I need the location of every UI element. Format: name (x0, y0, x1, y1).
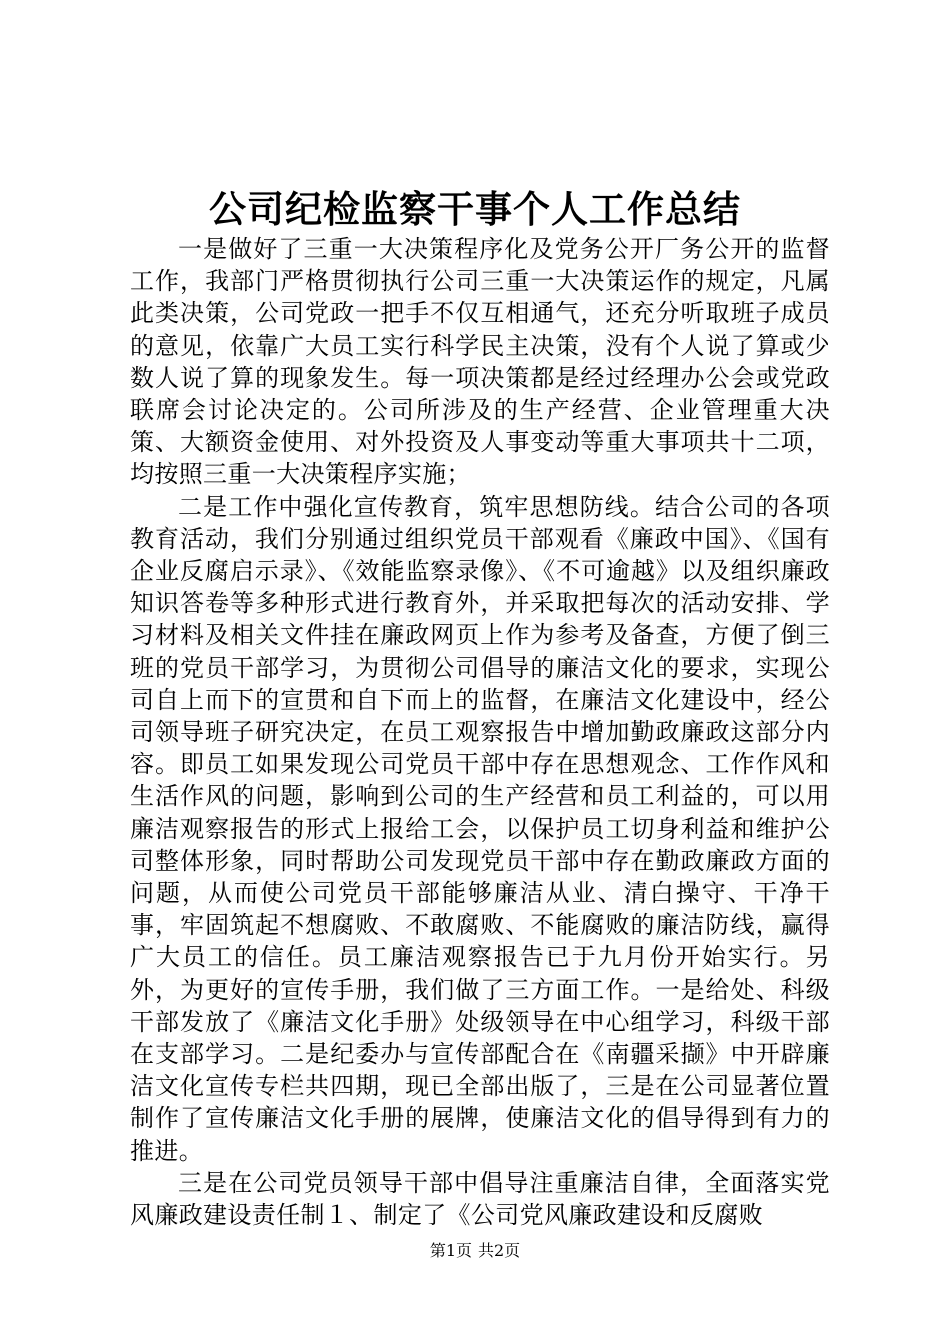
document-body (130, 233, 830, 1231)
paragraph-3: 三是在公司党员领导干部中倡导注重廉洁自律，全面落实党风廉政建设责任制１、制定了《公司党风廉政建设和反腐败 (130, 1168, 830, 1230)
page-footer (0, 1240, 950, 1262)
page-number: 第1页 (429, 1241, 472, 1260)
document-title: 公司纪检监察干事个人工作总结 (209, 187, 741, 231)
paragraph-2: 二是工作中强化宣传教育，筑牢思想防线。结合公司的各项教育活动，我们分别通过组织党员干部观看《廉政中国》、《国有企业反腐启示录》、《效能监察录像》、《不可逾越》以及组织廉政知识答卷等多种形式进行教育外，并采取把每次的活动安排、学习材料及相关文件挂在廉政网页上作为参考及备查，方便了倒三班的党员干部学习，为贯彻公司倡导的廉洁文化的要求，实现公司自上而下的宣贯和自下而上的监督，在廉洁文化建设中，经公司领导班子研究决定，在员工观察报告中增加勤政廉政这部分内容。即员工如果发现公司党员干部中存在思想观念、工作作风和生活作风的问题，影响到公司的生产经营和员工利益的，可以用廉洁观察报告的形式上报给工会，以保护员工切身利益和维护公司整体形象，同时帮助公司发现党员干部中存在勤政廉政方面的问题，从而使公司党员干部能够廉洁从业、清白操守、干净干事，牢固筑起不想腐败、不敢腐败、不能腐败的廉洁防线，赢得广大员工的信任。员工廉洁观察报告已于九月份开始实行。另外，为更好的宣传手册，我们做了三方面工作。一是给处、科级干部发放了《廉洁文化手册》处级领导在中心组学习，科级干部在支部学习。二是纪委办与宣传部配合在《南疆采撷》中开辟廉洁文化宣传专栏共四期，现已全部出版了，三是在公司显著位置制作了宣传廉洁文化手册的展牌，使廉洁文化的倡导得到有力的推进。 (130, 492, 830, 1165)
page-total: 共2页 (478, 1241, 521, 1260)
paragraph-1: 一是做好了三重一大决策程序化及党务公开厂务公开的监督工作，我部门严格贯彻执行公司三重一大决策运作的规定，凡属此类决策，公司党政一把手不仅互相通气，还充分听取班子成员的意见，依靠广大员工实行科学民主决策，没有个人说了算或少数人说了算的现象发生。每一项决策都是经过经理办公会或党政联席会讨论决定的。公司所涉及的生产经营、企业管理重大决策、大额资金使用、对外投资及人事变动等重大事项共十二项，均按照三重一大决策程序实施； (130, 235, 830, 489)
